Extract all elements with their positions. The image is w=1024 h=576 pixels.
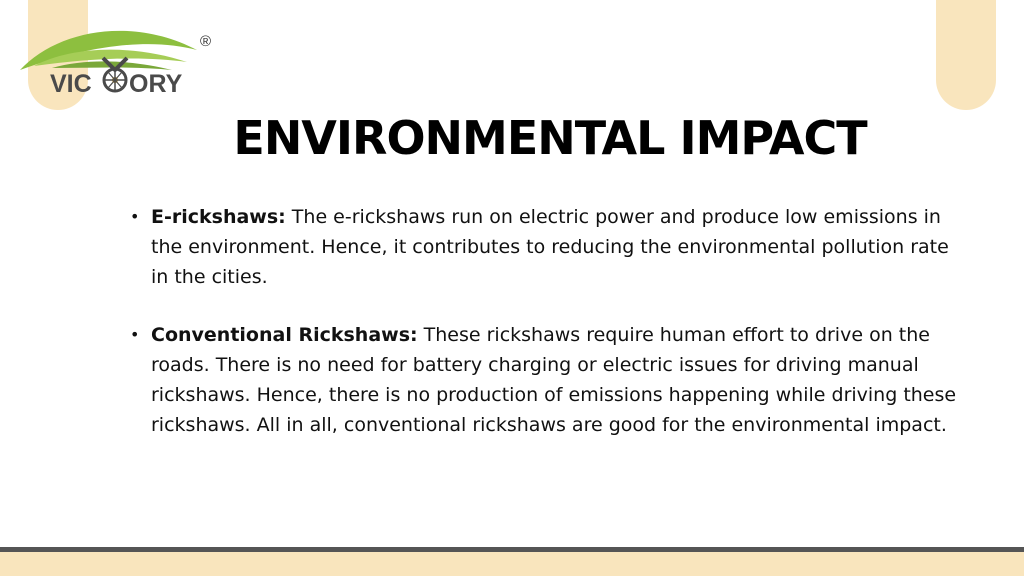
bullet-dot-icon: •: [130, 325, 140, 344]
bullet-item-conventional-rickshaws: [130, 320, 960, 440]
logo-text-right: ORY: [129, 70, 183, 98]
footer-band: [0, 552, 1024, 576]
bullet-text: The e-rickshaws run on electric power and produce low emissions in the environment. Hence, it contributes to reducing the environmental pollution rate in the cities.: [151, 206, 949, 288]
bullet-dot-icon: •: [130, 207, 140, 226]
bullet-text: These rickshaws require human effort to drive on the roads. There is no need for battery charging or electric issues for driving manual rickshaws. Hence, there is no production of emissions happening while driving these rickshaws. All in all, conventional rickshaws are good for the environmental impact.: [151, 324, 957, 436]
logo-text-left: VIC: [50, 70, 92, 98]
victory-logo: [12, 20, 222, 100]
slide-title: ENVIRONMENTAL IMPACT: [233, 111, 867, 165]
bullet-term: Conventional Rickshaws:: [151, 324, 418, 346]
bullet-item-e-rickshaws: [130, 202, 960, 292]
bullet-term: E-rickshaws:: [151, 206, 286, 228]
decorative-tab-right: [936, 0, 996, 110]
logo-registered-mark: ®: [200, 33, 212, 50]
bullet-list: [130, 202, 960, 468]
